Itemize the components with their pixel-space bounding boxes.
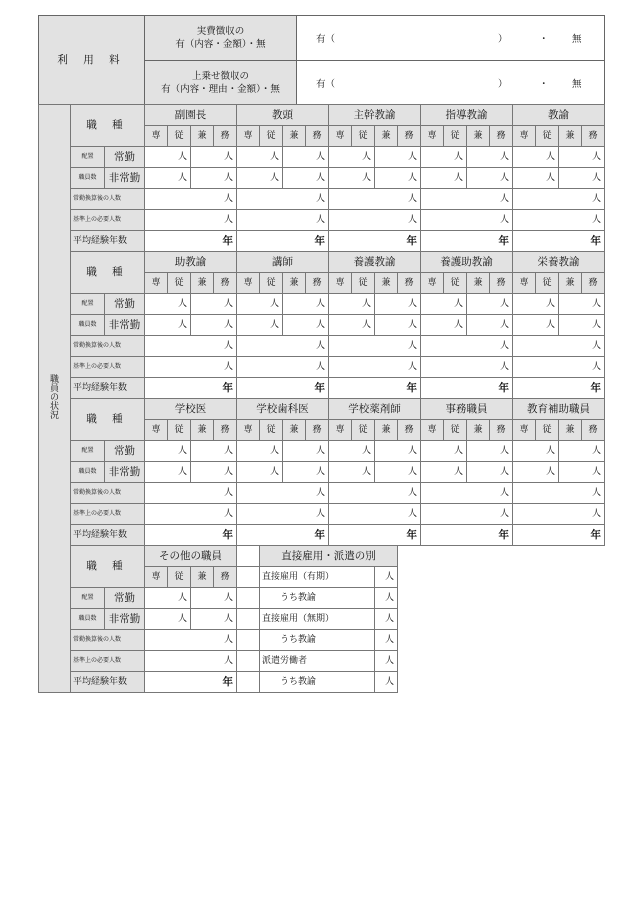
- count-cell: 人: [145, 609, 191, 630]
- role-header: 学校薬剤師: [329, 399, 421, 420]
- count-cell: 人: [559, 315, 605, 336]
- count-cell: 人: [329, 441, 375, 462]
- kanzan-label: 常勤換算後の人数: [71, 189, 145, 210]
- years-cell: 年: [237, 231, 329, 252]
- count-cell: 人: [375, 441, 421, 462]
- count-cell: 人: [237, 357, 329, 378]
- heikin-label: 平均経験年数: [71, 525, 145, 546]
- role-header: 講師: [237, 252, 329, 273]
- years-cell: 年: [145, 231, 237, 252]
- employment-title: 直接雇用・派遣の別: [260, 546, 398, 567]
- employment-row-label: 直接雇用（無期）: [260, 609, 375, 630]
- subheader-sen: 専: [421, 273, 444, 294]
- count-cell: 人: [375, 672, 398, 693]
- count-cell: 人: [237, 147, 283, 168]
- subheader-sen: 専: [145, 126, 168, 147]
- subheader-ju: 従: [352, 420, 375, 441]
- count-cell: 人: [375, 147, 421, 168]
- count-cell: 人: [145, 294, 191, 315]
- count-cell: 人: [559, 462, 605, 483]
- spacer: [237, 546, 260, 567]
- section-label-char: 状: [49, 402, 59, 412]
- years-cell: 年: [421, 378, 513, 399]
- fee-table: [38, 15, 605, 105]
- heikin-label: 平均経験年数: [71, 231, 145, 252]
- subheader-sen: 専: [237, 420, 260, 441]
- subheader-ju: 従: [168, 420, 191, 441]
- spacer: [237, 567, 260, 588]
- count-cell: 人: [559, 441, 605, 462]
- count-cell: 人: [145, 483, 237, 504]
- subheader-ju: 従: [352, 126, 375, 147]
- subheader-ju: 従: [168, 273, 191, 294]
- spacer: [237, 588, 260, 609]
- subheader-sen: 専: [513, 126, 536, 147]
- count-cell: 人: [191, 315, 237, 336]
- count-cell: 人: [191, 441, 237, 462]
- count-cell: 人: [421, 189, 513, 210]
- surcharge-label: 上乗せ徴収の 有（内容・理由・金額）・無: [145, 61, 297, 105]
- role-header: 養護助教諭: [421, 252, 513, 273]
- count-cell: 人: [559, 294, 605, 315]
- years-cell: 年: [237, 525, 329, 546]
- count-cell: 人: [329, 315, 375, 336]
- count-cell: 人: [375, 462, 421, 483]
- employment-row-label: うち教諭: [260, 588, 375, 609]
- count-cell: 人: [191, 588, 237, 609]
- subheader-ju: 従: [444, 126, 467, 147]
- count-cell: 人: [329, 210, 421, 231]
- count-cell: 人: [421, 147, 467, 168]
- empty-area: [398, 546, 605, 693]
- subheader-ju: 従: [260, 273, 283, 294]
- heikin-label: 平均経験年数: [71, 672, 145, 693]
- actual-cost-label: 実費徴収の 有（内容・金額）・無: [145, 16, 297, 61]
- subheader-ken: 兼: [467, 420, 490, 441]
- subheader-sen: 専: [513, 420, 536, 441]
- count-cell: 人: [421, 357, 513, 378]
- count-cell: 人: [329, 336, 421, 357]
- subheader-mu: 務: [490, 273, 513, 294]
- spacer: [237, 609, 260, 630]
- subheader-ken: 兼: [283, 126, 306, 147]
- haichi-label: 配置: [71, 588, 105, 609]
- shokushu-label: 職 種: [71, 546, 145, 588]
- role-header: 事務職員: [421, 399, 513, 420]
- subheader-ken: 兼: [559, 420, 582, 441]
- hijokin-label: 非常勤: [105, 609, 145, 630]
- count-cell: 人: [467, 315, 513, 336]
- hitsuyo-label: 基準上の必要人数: [71, 357, 145, 378]
- years-cell: 年: [145, 672, 237, 693]
- count-cell: 人: [145, 588, 191, 609]
- subheader-ken: 兼: [191, 126, 214, 147]
- role-header: 教諭: [513, 105, 605, 126]
- shokuinsu-label: 職員数: [71, 315, 105, 336]
- count-cell: 人: [283, 315, 329, 336]
- section-label-char: の: [49, 393, 59, 403]
- count-cell: 人: [559, 147, 605, 168]
- role-header: 助教諭: [145, 252, 237, 273]
- count-cell: 人: [191, 462, 237, 483]
- years-cell: 年: [329, 525, 421, 546]
- subheader-mu: 務: [398, 126, 421, 147]
- subheader-ken: 兼: [467, 126, 490, 147]
- subheader-ken: 兼: [191, 567, 214, 588]
- count-cell: 人: [145, 210, 237, 231]
- subheader-mu: 務: [398, 273, 421, 294]
- count-cell: 人: [421, 294, 467, 315]
- count-cell: 人: [375, 651, 398, 672]
- shokuinsu-label: 職員数: [71, 609, 105, 630]
- fee-title: 利 用 料: [39, 16, 145, 105]
- subheader-sen: 専: [421, 126, 444, 147]
- subheader-sen: 専: [145, 420, 168, 441]
- shokushu-label: 職 種: [71, 252, 145, 294]
- subheader-mu: 務: [490, 420, 513, 441]
- subheader-ju: 従: [536, 273, 559, 294]
- spacer: [237, 630, 260, 651]
- count-cell: 人: [513, 294, 559, 315]
- count-cell: 人: [467, 147, 513, 168]
- count-cell: 人: [191, 609, 237, 630]
- count-cell: 人: [375, 588, 398, 609]
- years-cell: 年: [421, 525, 513, 546]
- subheader-ken: 兼: [283, 273, 306, 294]
- shokushu-label: 職 種: [71, 105, 145, 147]
- years-cell: 年: [329, 378, 421, 399]
- subheader-ken: 兼: [375, 420, 398, 441]
- subheader-ju: 従: [260, 420, 283, 441]
- subheader-ju: 従: [168, 567, 191, 588]
- subheader-ju: 従: [260, 126, 283, 147]
- count-cell: 人: [283, 294, 329, 315]
- count-cell: 人: [145, 168, 191, 189]
- subheader-mu: 務: [582, 420, 605, 441]
- jokin-label: 常勤: [105, 147, 145, 168]
- role-header: 教育補助職員: [513, 399, 605, 420]
- count-cell: 人: [329, 483, 421, 504]
- count-cell: 人: [237, 504, 329, 525]
- count-cell: 人: [329, 168, 375, 189]
- employment-row-label: 派遣労働者: [260, 651, 375, 672]
- subheader-ken: 兼: [375, 273, 398, 294]
- role-header: 副園長: [145, 105, 237, 126]
- count-cell: 人: [145, 357, 237, 378]
- subheader-mu: 務: [582, 126, 605, 147]
- employment-row-label: うち教諭: [260, 672, 375, 693]
- subheader-sen: 専: [421, 420, 444, 441]
- section-label-char: 況: [49, 411, 59, 421]
- count-cell: 人: [329, 147, 375, 168]
- subheader-mu: 務: [214, 567, 237, 588]
- subheader-ju: 従: [444, 420, 467, 441]
- hijokin-label: 非常勤: [105, 315, 145, 336]
- count-cell: 人: [191, 294, 237, 315]
- count-cell: 人: [421, 315, 467, 336]
- subheader-ken: 兼: [191, 273, 214, 294]
- hitsuyo-label: 基準上の必要人数: [71, 504, 145, 525]
- years-cell: 年: [329, 231, 421, 252]
- count-cell: 人: [421, 462, 467, 483]
- years-cell: 年: [145, 525, 237, 546]
- count-cell: 人: [375, 567, 398, 588]
- hijokin-label: 非常勤: [105, 168, 145, 189]
- count-cell: 人: [513, 504, 605, 525]
- haichi-label: 配置: [71, 147, 105, 168]
- role-header: 学校医: [145, 399, 237, 420]
- employment-row-label: うち教諭: [260, 630, 375, 651]
- count-cell: 人: [191, 147, 237, 168]
- role-header: その他の職員: [145, 546, 237, 567]
- count-cell: 人: [467, 168, 513, 189]
- subheader-ju: 従: [536, 420, 559, 441]
- count-cell: 人: [283, 168, 329, 189]
- hijokin-label: 非常勤: [105, 462, 145, 483]
- section-label-char: 職: [49, 375, 59, 385]
- staff-table: [38, 104, 605, 693]
- count-cell: 人: [421, 210, 513, 231]
- shokuinsu-label: 職員数: [71, 462, 105, 483]
- years-cell: 年: [513, 525, 605, 546]
- count-cell: 人: [513, 357, 605, 378]
- kanzan-label: 常勤換算後の人数: [71, 336, 145, 357]
- subheader-ju: 従: [444, 273, 467, 294]
- jokin-label: 常勤: [105, 588, 145, 609]
- count-cell: 人: [513, 483, 605, 504]
- count-cell: 人: [237, 210, 329, 231]
- count-cell: 人: [513, 147, 559, 168]
- years-cell: 年: [513, 231, 605, 252]
- count-cell: 人: [421, 441, 467, 462]
- count-cell: 人: [467, 441, 513, 462]
- count-cell: 人: [283, 462, 329, 483]
- count-cell: 人: [329, 189, 421, 210]
- count-cell: 人: [467, 462, 513, 483]
- kanzan-label: 常勤換算後の人数: [71, 483, 145, 504]
- employment-row-label: 直接雇用（有期）: [260, 567, 375, 588]
- count-cell: 人: [237, 315, 283, 336]
- count-cell: 人: [145, 462, 191, 483]
- count-cell: 人: [467, 294, 513, 315]
- count-cell: 人: [329, 357, 421, 378]
- years-cell: 年: [421, 231, 513, 252]
- haichi-label: 配置: [71, 441, 105, 462]
- subheader-sen: 専: [237, 126, 260, 147]
- count-cell: 人: [237, 462, 283, 483]
- jokin-label: 常勤: [105, 294, 145, 315]
- count-cell: 人: [283, 147, 329, 168]
- count-cell: 人: [237, 168, 283, 189]
- count-cell: 人: [145, 189, 237, 210]
- count-cell: 人: [375, 630, 398, 651]
- subheader-ju: 従: [168, 126, 191, 147]
- role-header: 養護教諭: [329, 252, 421, 273]
- jokin-label: 常勤: [105, 441, 145, 462]
- count-cell: 人: [513, 210, 605, 231]
- subheader-ken: 兼: [467, 273, 490, 294]
- role-header: 主幹教諭: [329, 105, 421, 126]
- count-cell: 人: [513, 168, 559, 189]
- subheader-sen: 専: [329, 126, 352, 147]
- haichi-label: 配置: [71, 294, 105, 315]
- years-cell: 年: [237, 378, 329, 399]
- subheader-mu: 務: [582, 273, 605, 294]
- count-cell: 人: [145, 336, 237, 357]
- kanzan-label: 常勤換算後の人数: [71, 630, 145, 651]
- subheader-mu: 務: [214, 273, 237, 294]
- spacer: [237, 651, 260, 672]
- count-cell: 人: [375, 294, 421, 315]
- count-cell: 人: [513, 315, 559, 336]
- count-cell: 人: [421, 168, 467, 189]
- count-cell: 人: [145, 315, 191, 336]
- count-cell: 人: [375, 609, 398, 630]
- count-cell: 人: [329, 504, 421, 525]
- spacer: [237, 672, 260, 693]
- subheader-sen: 専: [145, 273, 168, 294]
- actual-cost-value: 有（ ） ・ 無: [297, 16, 605, 61]
- count-cell: 人: [145, 441, 191, 462]
- years-cell: 年: [513, 378, 605, 399]
- subheader-sen: 専: [513, 273, 536, 294]
- subheader-sen: 専: [237, 273, 260, 294]
- count-cell: 人: [237, 441, 283, 462]
- subheader-ken: 兼: [559, 126, 582, 147]
- hitsuyo-label: 基準上の必要人数: [71, 210, 145, 231]
- count-cell: 人: [329, 462, 375, 483]
- count-cell: 人: [237, 336, 329, 357]
- count-cell: 人: [237, 294, 283, 315]
- count-cell: 人: [191, 168, 237, 189]
- count-cell: 人: [421, 336, 513, 357]
- count-cell: 人: [421, 504, 513, 525]
- subheader-sen: 専: [329, 273, 352, 294]
- shokushu-label: 職 種: [71, 399, 145, 441]
- section-label-char: 員: [49, 384, 59, 394]
- subheader-ken: 兼: [191, 420, 214, 441]
- subheader-mu: 務: [306, 273, 329, 294]
- subheader-mu: 務: [214, 420, 237, 441]
- section-label: [39, 105, 71, 693]
- years-cell: 年: [145, 378, 237, 399]
- count-cell: 人: [375, 168, 421, 189]
- count-cell: 人: [145, 630, 237, 651]
- count-cell: 人: [329, 294, 375, 315]
- count-cell: 人: [283, 441, 329, 462]
- surcharge-value: 有（ ） ・ 無: [297, 61, 605, 105]
- role-header: 栄養教諭: [513, 252, 605, 273]
- subheader-sen: 専: [329, 420, 352, 441]
- subheader-sen: 専: [145, 567, 168, 588]
- subheader-mu: 務: [214, 126, 237, 147]
- role-header: 学校歯科医: [237, 399, 329, 420]
- subheader-mu: 務: [398, 420, 421, 441]
- subheader-mu: 務: [306, 420, 329, 441]
- count-cell: 人: [513, 189, 605, 210]
- count-cell: 人: [513, 441, 559, 462]
- count-cell: 人: [375, 315, 421, 336]
- subheader-ken: 兼: [375, 126, 398, 147]
- count-cell: 人: [145, 504, 237, 525]
- subheader-ken: 兼: [559, 273, 582, 294]
- subheader-mu: 務: [306, 126, 329, 147]
- heikin-label: 平均経験年数: [71, 378, 145, 399]
- subheader-mu: 務: [490, 126, 513, 147]
- count-cell: 人: [145, 147, 191, 168]
- shokuinsu-label: 職員数: [71, 168, 105, 189]
- subheader-ken: 兼: [283, 420, 306, 441]
- role-header: 指導教諭: [421, 105, 513, 126]
- role-header: 教頭: [237, 105, 329, 126]
- count-cell: 人: [513, 462, 559, 483]
- count-cell: 人: [421, 483, 513, 504]
- count-cell: 人: [559, 168, 605, 189]
- count-cell: 人: [237, 189, 329, 210]
- count-cell: 人: [513, 336, 605, 357]
- subheader-ju: 従: [536, 126, 559, 147]
- count-cell: 人: [145, 651, 237, 672]
- count-cell: 人: [237, 483, 329, 504]
- hitsuyo-label: 基準上の必要人数: [71, 651, 145, 672]
- subheader-ju: 従: [352, 273, 375, 294]
